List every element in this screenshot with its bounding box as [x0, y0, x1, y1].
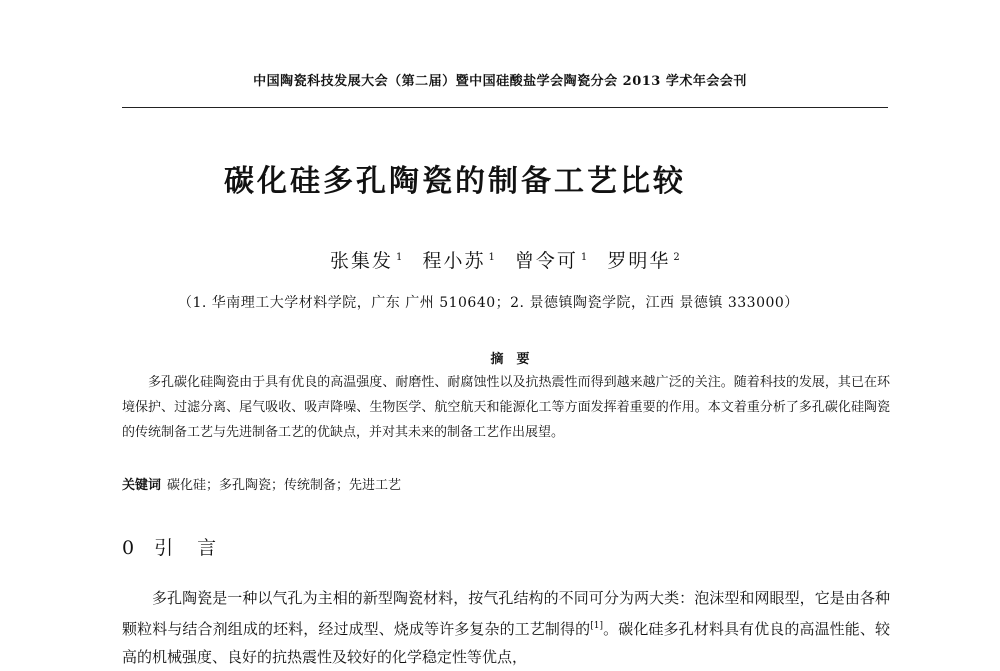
abstract-text: 多孔碳化硅陶瓷由于具有优良的高温强度、耐磨性、耐腐蚀性以及抗热震性而得到越来越广泛的关注。随着科技的发展，其已在环境保护、过滤分离、尾气吸收、吸声降噪、生物医学、航空航天和能源化工等方面发挥着重要的作用。本文着重分析了多孔碳化硅陶瓷的传统制备工艺与先进制备工艺的优缺点，并对其未来的制备工艺作出展望。 [122, 375, 890, 440]
author-name: 曾令可 [514, 250, 578, 272]
abstract-heading: 摘 要 [490, 352, 530, 367]
section-number: 0 [122, 537, 135, 559]
author-affiliation-mark: 1 [396, 251, 405, 263]
author-affiliation-mark: 1 [580, 251, 590, 263]
keywords-label: 关键词 [122, 478, 162, 493]
intro-paragraph [122, 584, 890, 671]
author [330, 250, 404, 272]
keywords-text: 碳化硅；多孔陶瓷；传统制备；先进工艺 [167, 478, 402, 493]
intro-text: 多孔陶瓷是一种以气孔为主相的新型陶瓷材料，按气孔结构的不同可分为两大类：泡沫型和网眼型，它是由各种颗粒料与结合剂组成的坯料，经过成型、烧成等许多复杂的工艺制得的 [122, 589, 890, 638]
author-name: 罗明华 [607, 250, 671, 272]
author-affiliation-mark: 2 [673, 251, 682, 263]
paper-title: 碳化硅多孔陶瓷的制备工艺比较 [224, 164, 686, 199]
author [607, 250, 681, 272]
intro-text-continued: 。碳化硅多孔材料具有优良的高温性能、较高的机械强度、良好的抗热震性及较好的化学稳定性等优点， [122, 620, 890, 666]
keywords-line [122, 474, 890, 493]
header-rule [122, 107, 888, 108]
author-list [330, 246, 692, 273]
section-title: 引言 [154, 537, 241, 559]
section-heading [122, 533, 240, 560]
author-name: 程小苏 [422, 250, 486, 272]
author-name: 张集发 [330, 250, 394, 272]
author [515, 250, 589, 272]
affiliation-line: （1. 华南理工大学材料学院，广东 广州 510640；2. 景德镇陶瓷学院，江西 景德镇 333000） [178, 295, 799, 311]
citation-marker: [1] [590, 621, 603, 631]
author [422, 250, 496, 272]
author-affiliation-mark: 1 [488, 251, 497, 263]
running-head: 中国陶瓷科技发展大会（第二届）暨中国硅酸盐学会陶瓷分会 2013 学术年会会刊 [253, 74, 747, 89]
